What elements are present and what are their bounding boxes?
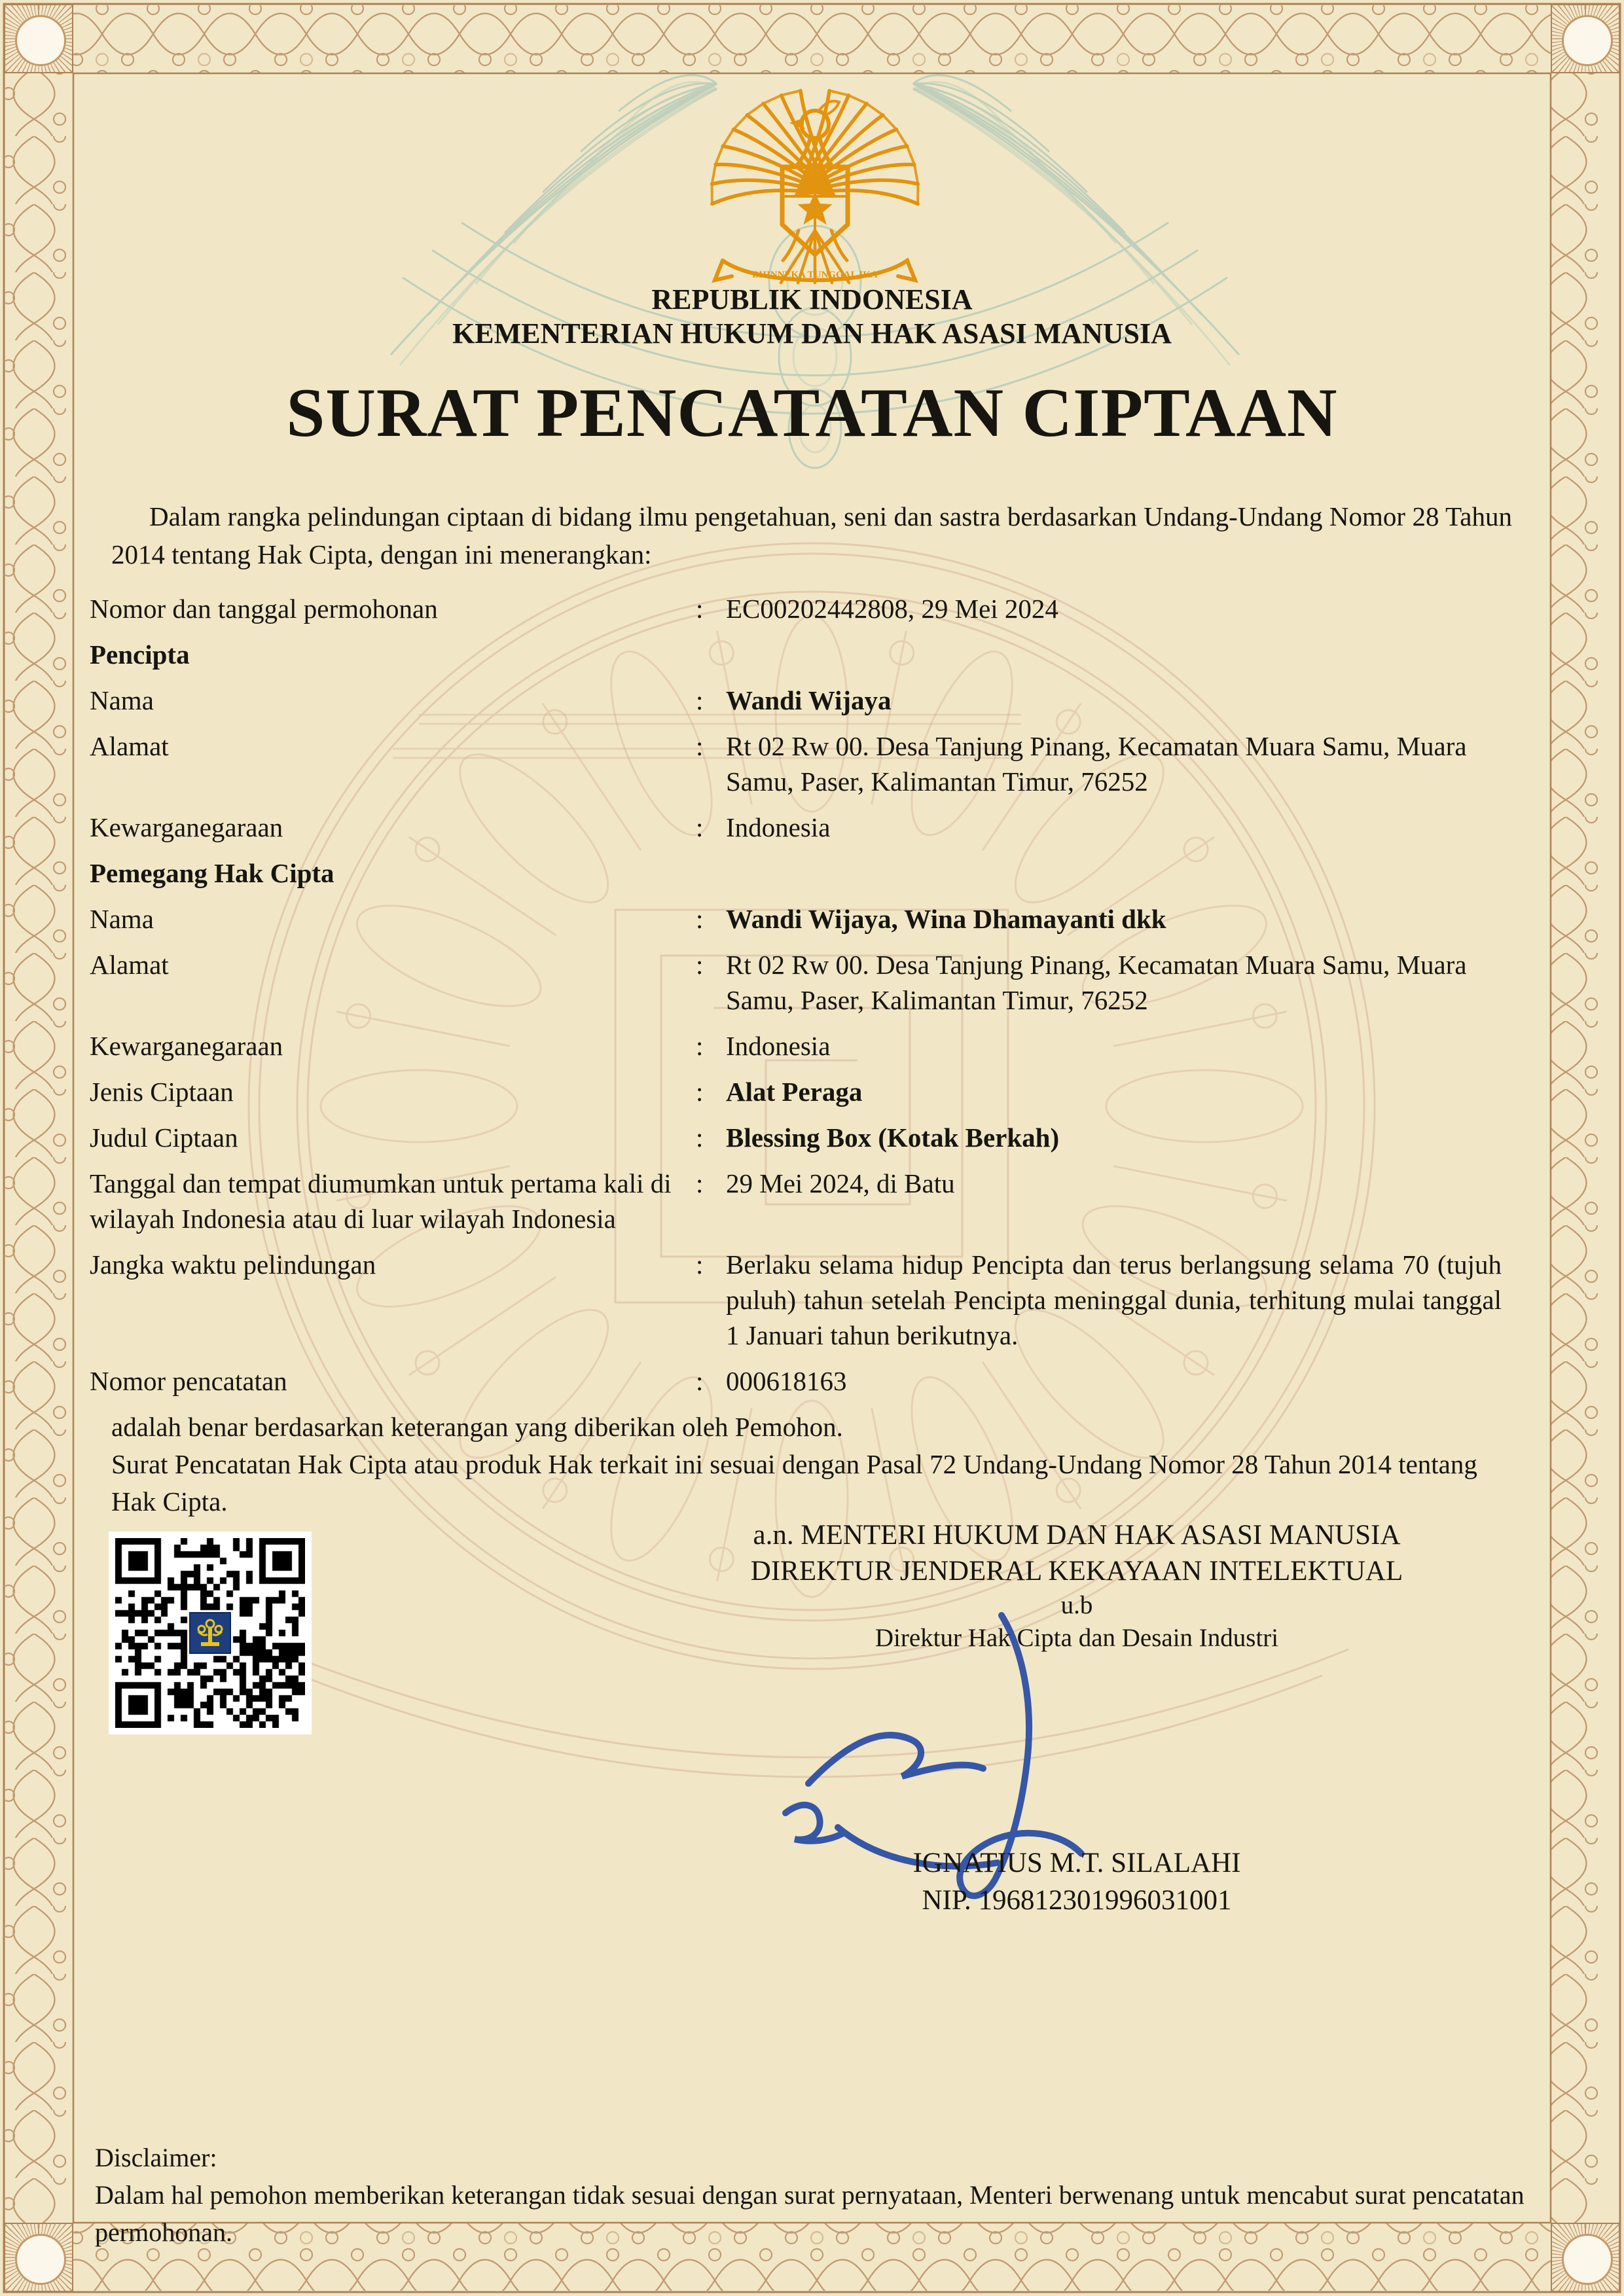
corner-monogram-disc (1562, 15, 1613, 66)
field-table (90, 591, 1535, 1409)
field-row-creator-name (90, 683, 1535, 718)
field-label: Kewarganegaraan (90, 812, 283, 842)
signatory-nip: NIP. 196812301996031001 (922, 1885, 1232, 1916)
signatory-line: Direktur Hak Cipta dan Desain Industri (875, 1624, 1279, 1652)
field-label: Judul Ciptaan (90, 1122, 238, 1153)
field-row-work-title (90, 1120, 1535, 1155)
field-row-work-type (90, 1074, 1535, 1109)
field-value: 000618163 (726, 1366, 847, 1396)
field-value: Blessing Box (Kotak Berkah) (726, 1122, 1060, 1153)
ministry-line: KEMENTERIAN HUKUM DAN HAK ASASI MANUSIA (452, 317, 1172, 350)
colon-separator: : (696, 685, 704, 715)
field-value: 29 Mei 2024, di Batu (726, 1168, 955, 1198)
ministry-header (0, 283, 1624, 351)
corner-ornament (4, 2223, 73, 2292)
emblem-motto: BHINNEKA TUNGGAL IKA (752, 270, 878, 280)
closing-line: adalah benar berdasarkan keterangan yang diberikan oleh Pemohon. (111, 1412, 843, 1442)
colon-separator: : (696, 812, 704, 842)
field-row-holder-nationality (90, 1028, 1535, 1064)
corner-monogram-disc (15, 2234, 66, 2285)
colon-separator: : (696, 1168, 704, 1198)
field-value: EC00202442808, 29 Mei 2024 (726, 594, 1058, 624)
field-label: Tanggal dan tempat diumumkan untuk pertama kali di wilayah Indonesia atau di luar wilayah Indonesia (90, 1168, 672, 1234)
field-value: Indonesia (726, 812, 831, 842)
section-header-pemegang: Pemegang Hak Cipta (90, 858, 334, 888)
disclaimer-block (95, 2139, 1548, 2251)
field-label: Alamat (90, 950, 169, 980)
colon-separator: : (696, 1249, 704, 1280)
field-value: Rt 02 Rw 00. Desa Tanjung Pinang, Kecamatan Muara Samu, Muara Samu, Paser, Kalimantan Timur, 76252 (726, 731, 1467, 797)
field-label: Nomor pencatatan (90, 1366, 287, 1396)
field-label: Nama (90, 904, 154, 934)
field-value: Indonesia (726, 1031, 831, 1061)
corner-monogram-disc (1562, 2234, 1613, 2285)
section-header-pencipta: Pencipta (90, 639, 190, 670)
field-value: Wandi Wijaya, Wina Dhamayanti dkk (726, 904, 1166, 934)
field-row-application-number (90, 591, 1535, 626)
disclaimer-text: Dalam hal pemohon memberikan keterangan tidak sesuai dengan surat pernyataan, Menteri berwenang untuk mencabut surat pencatatan permohonan. (95, 2180, 1525, 2247)
field-row-registration-number (90, 1363, 1535, 1399)
colon-separator: : (696, 1077, 704, 1107)
republic-line: REPUBLIK INDONESIA (651, 283, 973, 315)
closing-paragraph (111, 1408, 1525, 1520)
corner-ornament (1551, 2223, 1620, 2292)
pengayoman-tree-icon (193, 1616, 227, 1650)
field-label: Nomor dan tanggal permohonan (90, 594, 438, 624)
signatory-line: u.b (1060, 1591, 1093, 1619)
signatory-identity (622, 1844, 1532, 1919)
colon-separator: : (696, 1122, 704, 1153)
field-row-holder-name (90, 901, 1535, 937)
field-row-creator-nationality (90, 810, 1535, 845)
qr-code (109, 1532, 312, 1734)
corner-ornament (4, 4, 73, 73)
field-label: Jenis Ciptaan (90, 1077, 234, 1107)
intro-paragraph: Dalam rangka pelindungan ciptaan di bidang ilmu pengetahuan, seni dan sastra berdasarkan Undang-Undang Nomor 28 Tahun 2014 tentang Hak Cipta, dengan ini menerangkan: (111, 501, 1512, 569)
field-row-first-publication (90, 1166, 1535, 1236)
ministry-logo (189, 1612, 231, 1654)
field-label: Nama (90, 685, 154, 715)
field-value: Berlaku selama hidup Pencipta dan terus berlangsung selama 70 (tujuh puluh) tahun setelah Pencipta meninggal dunia, terhitung mulai tanggal 1 Januari tahun berikutnya. (726, 1249, 1502, 1350)
closing-line: Surat Pencatatan Hak Cipta atau produk Hak terkait ini sesuai dengan Pasal 72 Undang-Undang Nomor 28 Tahun 2014 tentang Hak Cipta. (111, 1449, 1477, 1516)
disclaimer-label: Disclaimer: (95, 2143, 217, 2172)
colon-separator: : (696, 594, 704, 624)
colon-separator: : (696, 950, 704, 980)
field-value: Alat Peraga (726, 1077, 863, 1107)
field-label: Alamat (90, 731, 169, 761)
field-label: Kewarganegaraan (90, 1031, 283, 1061)
signatory-line: DIREKTUR JENDERAL KEKAYAAN INTELEKTUAL (750, 1556, 1403, 1587)
colon-separator: : (696, 904, 704, 934)
colon-separator: : (696, 1031, 704, 1061)
signatory-block (622, 1517, 1532, 1655)
colon-separator: : (696, 1366, 704, 1396)
garuda-wings (712, 91, 918, 283)
signatory-line: a.n. MENTERI HUKUM DAN HAK ASASI MANUSIA (753, 1520, 1401, 1551)
corner-monogram-disc (15, 15, 66, 66)
corner-ornament (1551, 4, 1620, 73)
signatory-name: IGNATIUS M.T. SILALAHI (912, 1848, 1241, 1878)
field-row-creator-address (90, 728, 1535, 799)
field-value: Rt 02 Rw 00. Desa Tanjung Pinang, Kecamatan Muara Samu, Muara Samu, Paser, Kalimantan Timur, 76252 (726, 950, 1467, 1015)
field-row-protection-term (90, 1247, 1535, 1353)
field-row-holder-address (90, 947, 1535, 1018)
field-value: Wandi Wijaya (726, 685, 892, 715)
field-label: Jangka waktu pelindungan (90, 1249, 376, 1280)
colon-separator: : (696, 731, 704, 761)
page-title: SURAT PENCATATAN CIPTAAN (286, 374, 1338, 451)
